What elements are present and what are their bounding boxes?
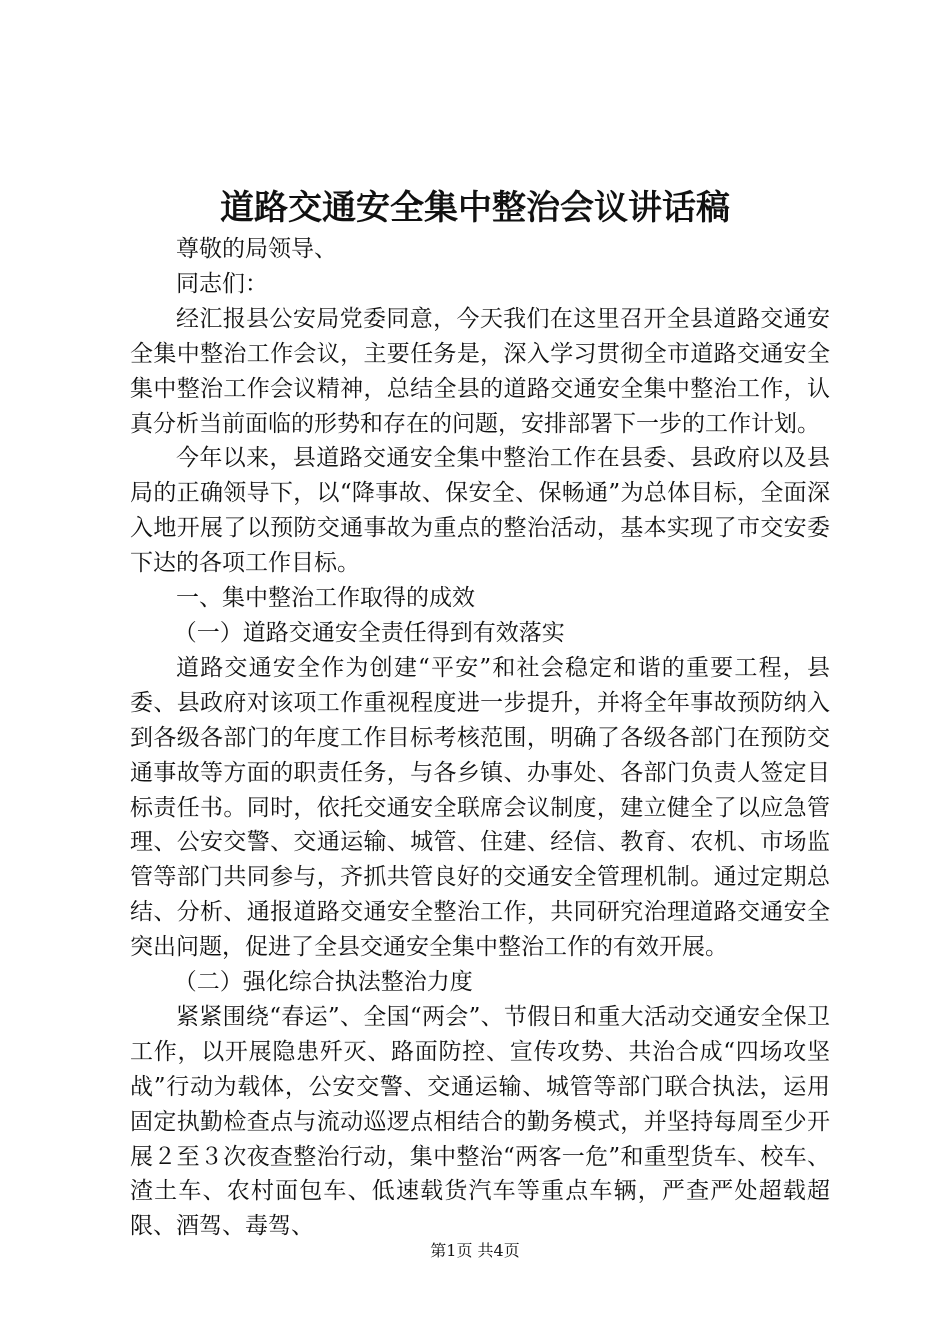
page-footer: 第1页 共4页 (430, 1241, 520, 1260)
body-paragraph: 今年以来，县道路交通安全集中整治工作在县委、县政府以及县局的正确领导下，以“降事故、保安全、保畅通”为总体目标，全面深入地开展了以预防交通事故为重点的整治活动，基本实现了市交安委下达的各项工作目标。 (130, 445, 830, 577)
document-body (130, 232, 830, 1244)
salutation-line: 同志们： (176, 270, 268, 297)
body-paragraph: 经汇报县公安局党委同意，今天我们在这里召开全县道路交通安全集中整治工作会议，主要任务是，深入学习贯彻全市道路交通安全集中整治工作会议精神，总结全县的道路交通安全集中整治工作，认真分析当前面临的形势和存在的问题，安排部署下一步的工作计划。 (130, 305, 830, 437)
salutation-line: 尊敬的局领导、 (176, 236, 337, 262)
body-paragraph: 道路交通安全作为创建“平安”和社会稳定和谐的重要工程，县委、县政府对该项工作重视程度进一步提升，并将全年事故预防纳入到各级各部门的年度工作目标考核范围，明确了各级各部门在预防交通事故等方面的职责任务，与各乡镇、办事处、各部门负责人签定目标责任书。同时，依托交通安全联席会议制度，建立健全了以应急管理、公安交警、交通运输、城管、住建、经信、教育、农机、市场监管等部门共同参与，齐抓共管良好的交通安全管理机制。通过定期总结、分析、通报道路交通安全整治工作，共同研究治理道路交通安全突出问题，促进了全县交通安全集中整治工作的有效开展。 (130, 654, 830, 961)
subsection-heading: （一）道路交通安全责任得到有效落实 (173, 619, 565, 646)
body-paragraph: 紧紧围绕“春运”、全国“两会”、节假日和重大活动交通安全保卫工作，以开展隐患歼灭、路面防控、宣传攻势、共治合成“四场攻坚战”行动为载体，公安交警、交通运输、城管等部门联合执法，运用固定执勤检查点与流动巡逻点相结合的勤务模式，并坚持每周至少开展２至３次夜查整治行动，集中整治“两客一危”和重型货车、校车、渣土车、农村面包车、低速载货汽车等重点车辆，严查严处超载超限、酒驾、毒驾、 (130, 1003, 830, 1240)
section-heading: 一、集中整治工作取得的成效 (176, 585, 475, 612)
subsection-heading: （二）强化综合执法整治力度 (173, 969, 473, 996)
document-title: 道路交通安全集中整治会议讲话稿 (220, 188, 730, 228)
